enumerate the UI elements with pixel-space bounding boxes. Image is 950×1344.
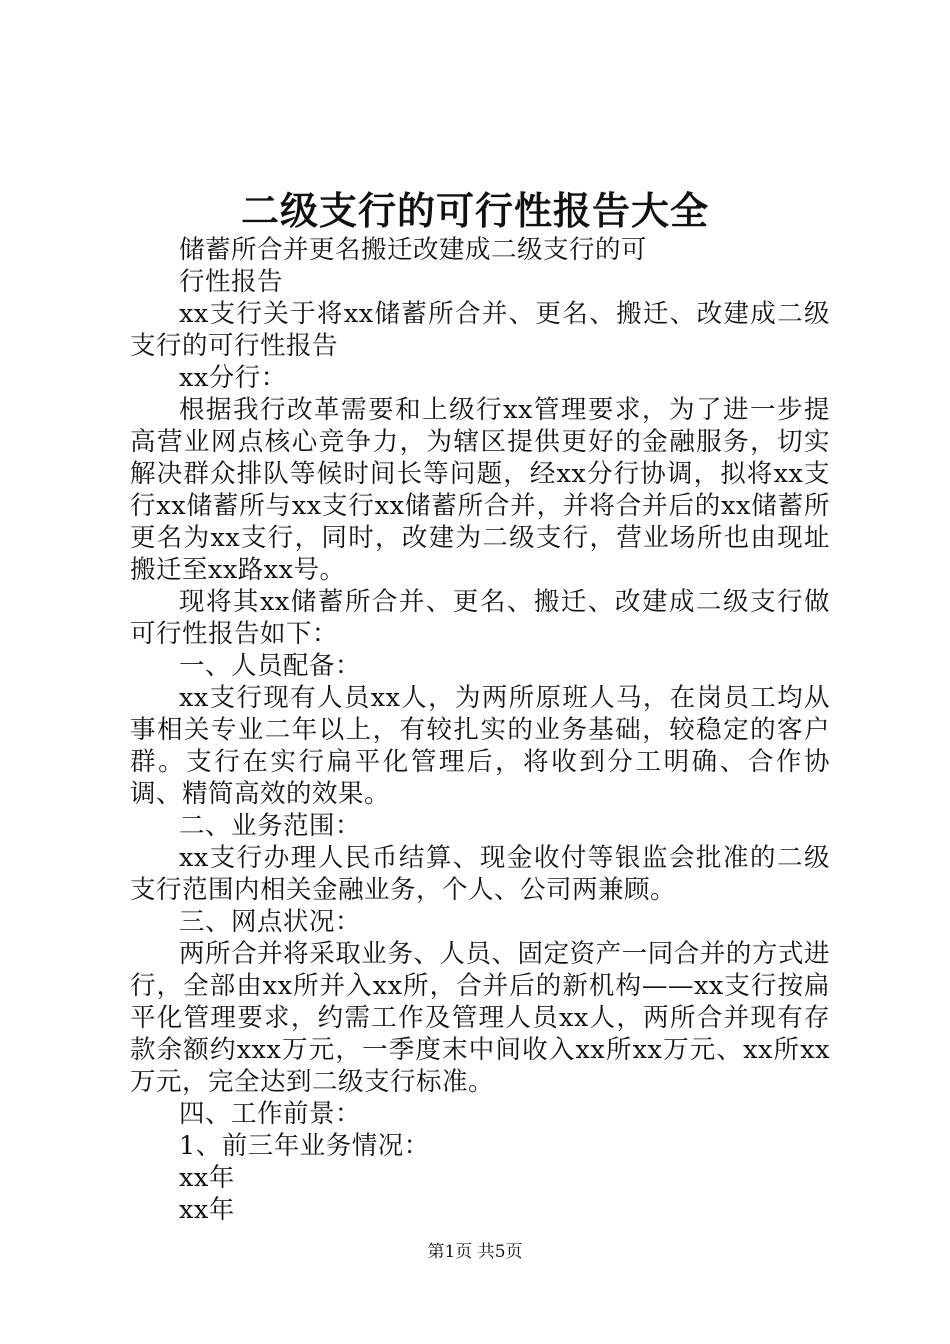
paragraph: xx分行：	[179, 363, 287, 393]
section-heading: 二、业务范围：	[179, 811, 362, 841]
paragraph: 行性报告	[179, 267, 284, 297]
paragraph: xx支行办理人民币结算、现金收付等银监会批准的二级支行范围内相关金融业务，个人、公司两兼顾。	[130, 843, 830, 905]
section-heading: 三、网点状况：	[179, 907, 362, 937]
paragraph: xx支行现有人员xx人，为两所原班人马，在岗员工均从事相关专业二年以上，有较扎实的业务基础，较稳定的客户群。支行在实行扁平化管理后，将收到分工明确、合作协调、精简高效的效果。	[130, 683, 830, 809]
paragraph: 两所合并将采取业务、人员、固定资产一同合并的方式进行，全部由xx所并入xx所，合并后的新机构——xx支行按扁平化管理要求，约需工作及管理人员xx人，两所合并现有存款余额约xxx万元，一季度末中间收入xx所xx万元、xx所xx万元，完全达到二级支行标准。	[130, 939, 830, 1097]
document-body	[130, 234, 830, 1226]
paragraph: 根据我行改革需要和上级行xx管理要求，为了进一步提高营业网点核心竞争力，为辖区提供更好的金融服务，切实解决群众排队等候时间长等问题，经xx分行协调，拟将xx支行xx储蓄所与xx支行xx储蓄所合并，并将合并后的xx储蓄所更名为xx支行，同时，改建为二级支行，营业场所也由现址搬迁至xx路xx号。	[130, 395, 830, 585]
paragraph: xx年	[179, 1163, 235, 1193]
paragraph: 1、前三年业务情况：	[179, 1131, 430, 1161]
paragraph: 现将其xx储蓄所合并、更名、搬迁、改建成二级支行做可行性报告如下：	[130, 587, 830, 649]
section-heading: 四、工作前景：	[179, 1099, 362, 1129]
section-heading: 一、人员配备：	[179, 651, 362, 681]
page-number-footer: 第1页 共5页	[427, 1242, 523, 1262]
paragraph: xx支行关于将xx储蓄所合并、更名、搬迁、改建成二级支行的可行性报告	[130, 299, 830, 361]
paragraph: xx年	[179, 1195, 235, 1225]
paragraph: 储蓄所合并更名搬迁改建成二级支行的可	[179, 235, 648, 265]
document-title: 二级支行的可行性报告大全	[240, 188, 709, 233]
